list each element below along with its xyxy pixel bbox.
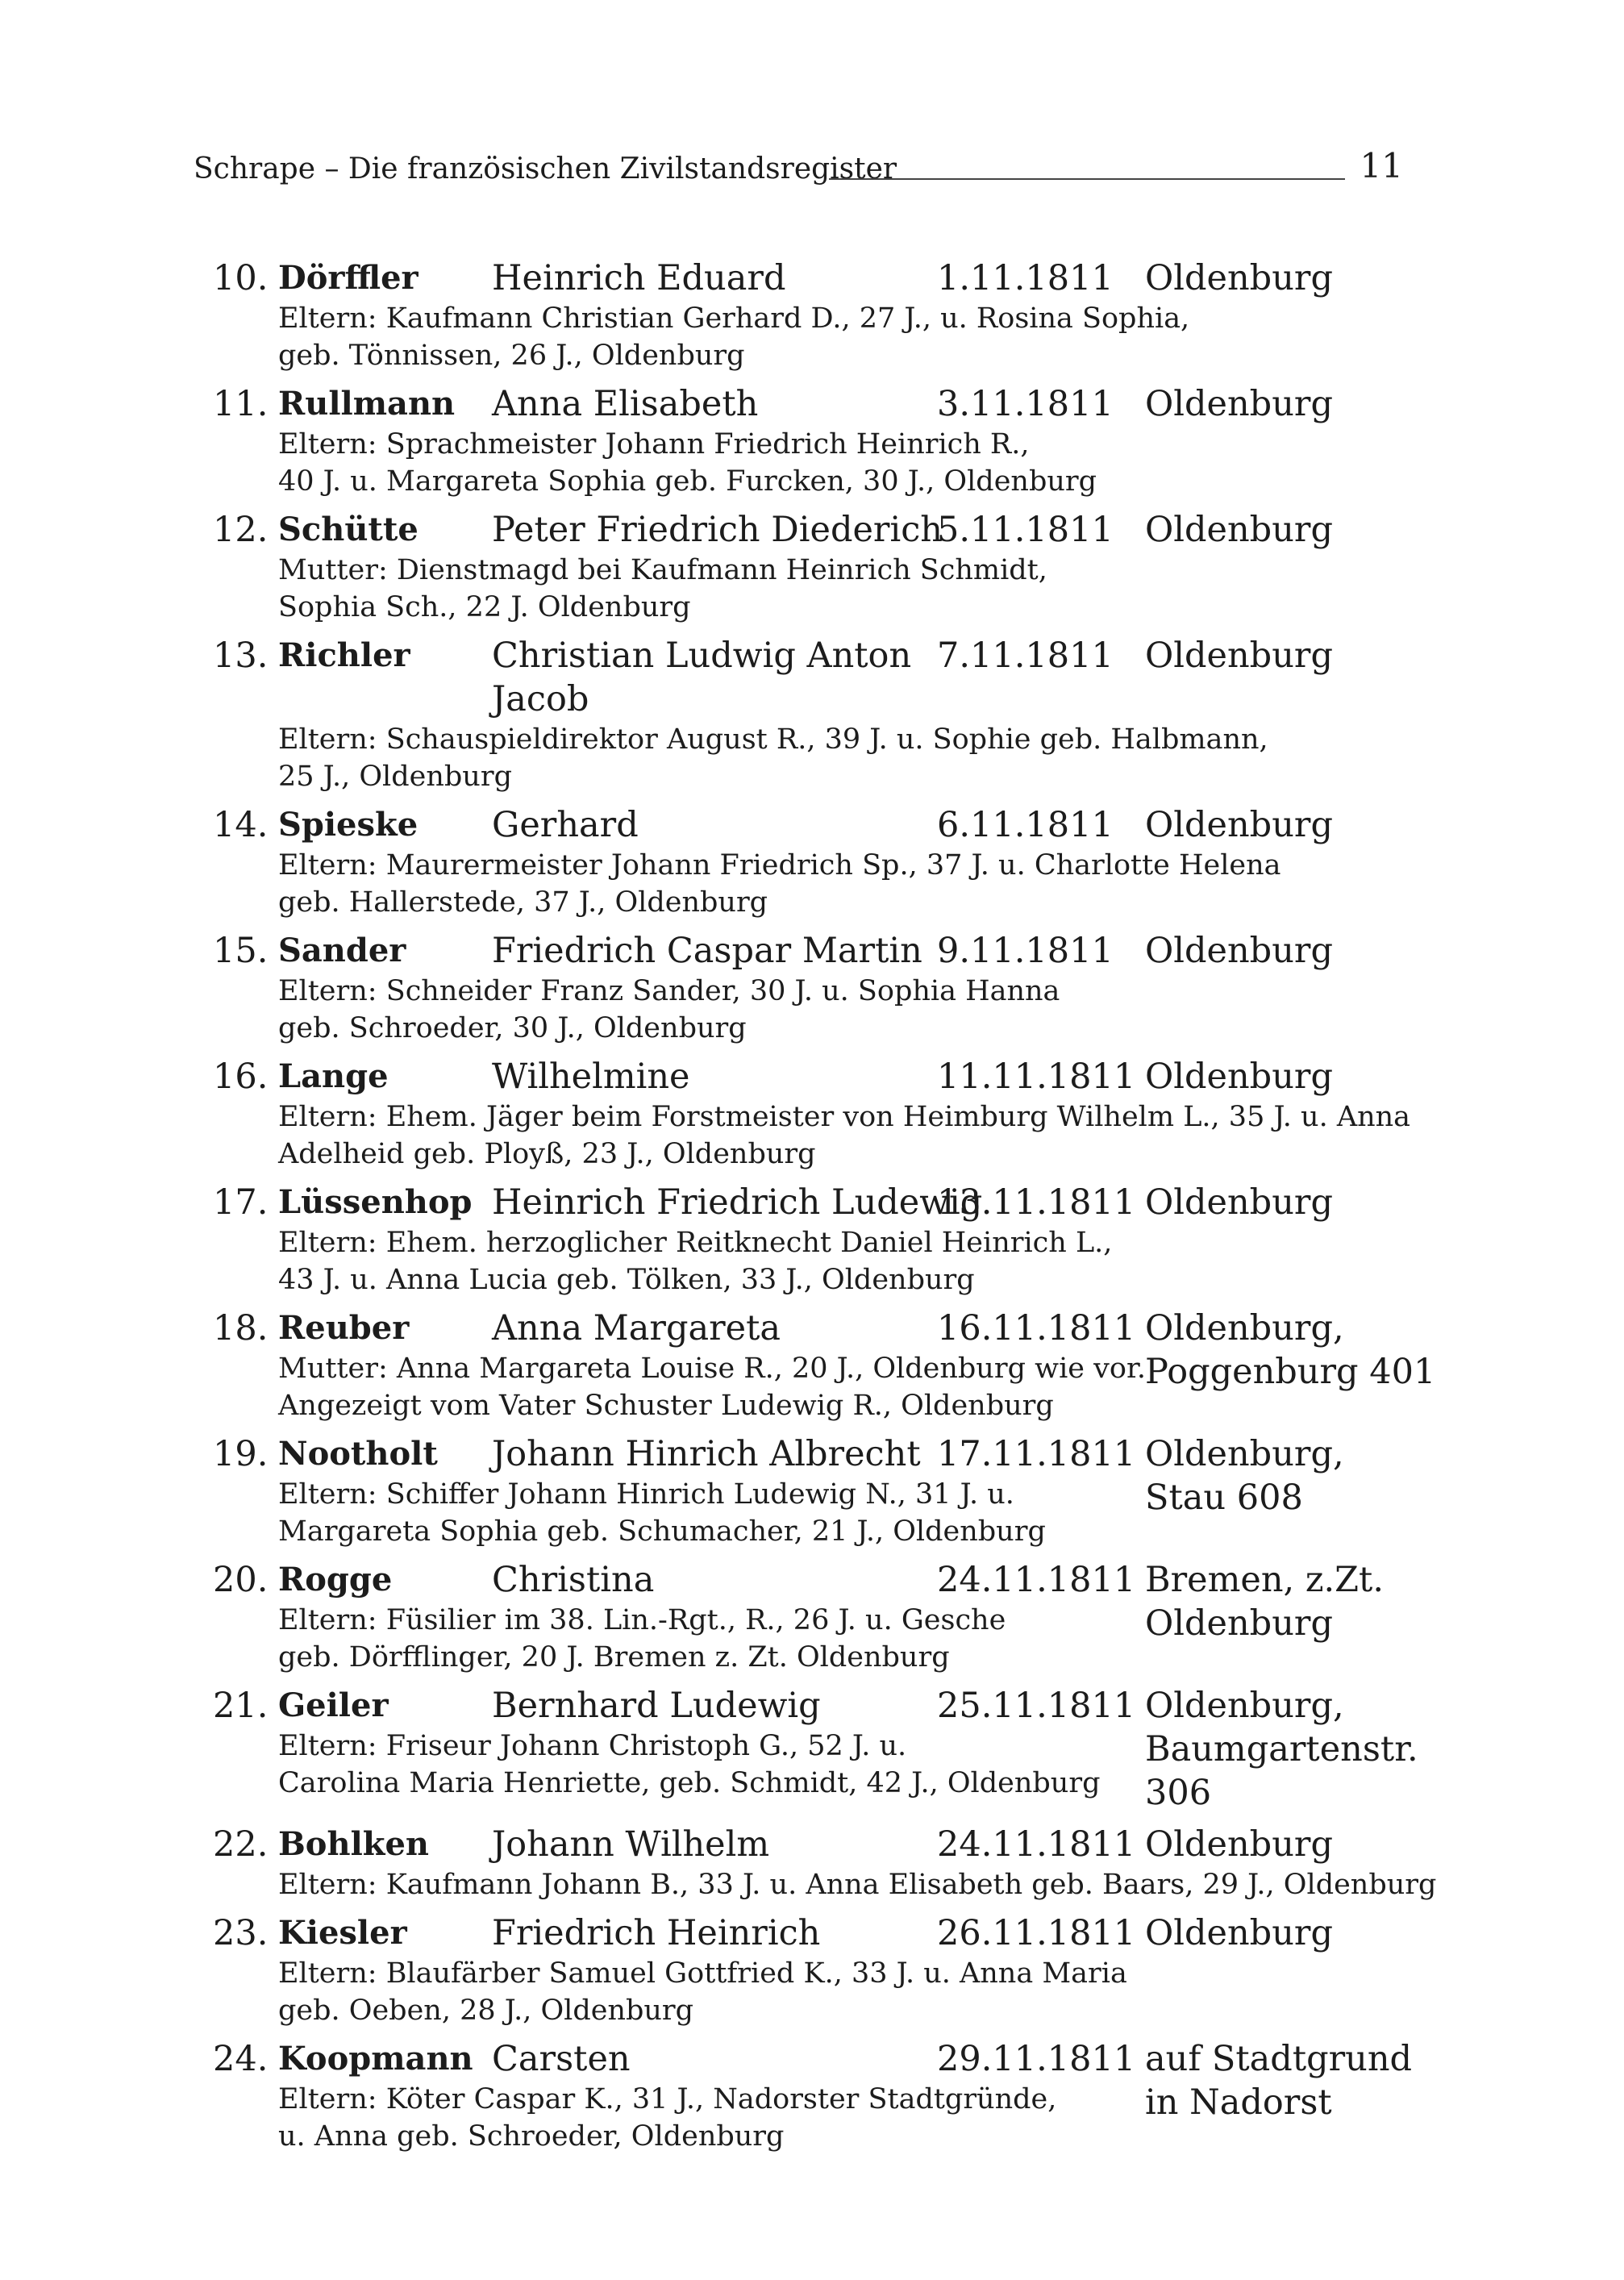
entry-surname: Kiesler	[278, 1914, 407, 1952]
running-title: Schrape – Die französischen Zivilstandsregister	[194, 152, 897, 185]
entry-place: Oldenburg,	[1145, 1686, 1344, 1726]
entry-detail-line: Eltern: Blaufärber Samuel Gottfried K., 33 J. u. Anna Maria	[278, 1957, 1127, 1990]
entry-detail-line: Eltern: Schauspieldirektor August R., 39 J. u. Sophie geb. Halbmann,	[278, 723, 1268, 756]
entry-surname: Rullmann	[278, 385, 456, 423]
entry-place: Bremen, z.Zt.	[1145, 1560, 1385, 1600]
entry-surname: Richler	[278, 636, 410, 674]
entry-surname: Lange	[278, 1057, 389, 1095]
entry-detail-line: Eltern: Sprachmeister Johann Friedrich Heinrich R.,	[278, 428, 1030, 461]
entry-detail-line: Eltern: Kaufmann Christian Gerhard D., 27 J., u. Rosina Sophia,	[278, 302, 1190, 335]
entry-number: 17.	[213, 1182, 269, 1223]
entry-detail-line: Eltern: Schiffer Johann Hinrich Ludewig N., 31 J. u.	[278, 1478, 1014, 1511]
entry-place: Oldenburg	[1145, 1913, 1333, 1953]
entry-place: Oldenburg	[1145, 931, 1333, 971]
entry-place: Oldenburg	[1145, 510, 1333, 550]
entry-place-continued: Baumgartenstr.	[1145, 1729, 1418, 1769]
entry-given-names: Friedrich Caspar Martin	[492, 931, 922, 971]
entry-detail-line: geb. Hallerstede, 37 J., Oldenburg	[278, 886, 768, 919]
entry-place: Oldenburg	[1145, 1182, 1333, 1223]
entry-number: 23.	[213, 1913, 269, 1953]
entry-detail-line: geb. Dörfflinger, 20 J. Bremen z. Zt. Oldenburg	[278, 1641, 950, 1674]
register-entry	[0, 1432, 1624, 1558]
entry-given-names: Anna Elisabeth	[492, 384, 759, 424]
entry-given-names-continued: Jacob	[492, 679, 589, 719]
entry-place: auf Stadtgrund	[1145, 2039, 1413, 2079]
entry-given-names: Peter Friedrich Diederich	[492, 510, 943, 550]
entry-detail-line: geb. Tönnissen, 26 J., Oldenburg	[278, 340, 745, 372]
entry-detail-line: geb. Oeben, 28 J., Oldenburg	[278, 1994, 694, 2027]
entry-surname: Koopmann	[278, 2040, 473, 2078]
entry-place: Oldenburg	[1145, 1824, 1333, 1865]
entry-number: 20.	[213, 1560, 269, 1600]
entry-date: 11.11.1811	[937, 1057, 1136, 1097]
entry-detail-line: Eltern: Maurermeister Johann Friedrich Sp., 37 J. u. Charlotte Helena	[278, 849, 1281, 882]
entry-main-line	[0, 1911, 1624, 1955]
entry-main-line	[0, 803, 1624, 847]
entry-main-line	[0, 1181, 1624, 1224]
register-entry	[0, 1911, 1624, 2037]
entry-number: 22.	[213, 1824, 269, 1865]
entry-date: 24.11.1811	[937, 1824, 1136, 1865]
entry-detail-line: Eltern: Ehem. Jäger beim Forstmeister von Heimburg Wilhelm L., 35 J. u. Anna	[278, 1101, 1411, 1133]
entry-number: 18.	[213, 1308, 269, 1348]
entry-given-names: Johann Hinrich Albrecht	[492, 1434, 921, 1474]
entry-surname: Sander	[278, 932, 406, 969]
entry-surname: Rogge	[278, 1561, 393, 1599]
entry-given-names: Gerhard	[492, 805, 639, 845]
entry-surname: Lüssenhop	[278, 1183, 473, 1221]
entry-given-names: Johann Wilhelm	[492, 1824, 770, 1865]
entry-main-line	[0, 256, 1624, 300]
entry-place-continued: 306	[1145, 1773, 1212, 1813]
entry-given-names: Wilhelmine	[492, 1057, 690, 1097]
entry-main-line	[0, 508, 1624, 552]
entry-detail-line: Eltern: Kaufmann Johann B., 33 J. u. Anna Elisabeth geb. Baars, 29 J., Oldenburg	[278, 1869, 1437, 1901]
entry-detail-line: u. Anna geb. Schroeder, Oldenburg	[278, 2120, 785, 2153]
entry-date: 26.11.1811	[937, 1913, 1136, 1953]
entry-detail-line: geb. Schroeder, 30 J., Oldenburg	[278, 1012, 747, 1044]
entry-detail-line: 43 J. u. Anna Lucia geb. Tölken, 33 J., Oldenburg	[278, 1264, 975, 1296]
entry-surname: Reuber	[278, 1309, 410, 1347]
entry-number: 13.	[213, 636, 269, 676]
register-entry	[0, 508, 1624, 634]
entry-number: 19.	[213, 1434, 269, 1474]
entry-place: Oldenburg	[1145, 636, 1333, 676]
entry-main-line	[0, 1055, 1624, 1098]
entry-main-line	[0, 634, 1624, 677]
entry-detail-line: Carolina Maria Henriette, geb. Schmidt, 42 J., Oldenburg	[278, 1767, 1101, 1799]
register-entry	[0, 2037, 1624, 2163]
running-header	[194, 146, 1403, 190]
entry-main-line	[0, 1307, 1624, 1350]
register-entries	[0, 256, 1624, 2163]
entry-date: 13.11.1811	[937, 1182, 1136, 1223]
entry-detail-line: Angezeigt vom Vater Schuster Ludewig R., Oldenburg	[278, 1390, 1054, 1422]
register-entry	[0, 1684, 1624, 1823]
entry-date: 24.11.1811	[937, 1560, 1136, 1600]
entry-date: 1.11.1811	[937, 258, 1114, 298]
entry-place: Oldenburg	[1145, 258, 1333, 298]
entry-number: 14.	[213, 805, 269, 845]
entry-detail-line: Sophia Sch., 22 J. Oldenburg	[278, 591, 691, 623]
entry-detail-line: 40 J. u. Margareta Sophia geb. Furcken, 30 J., Oldenburg	[278, 465, 1097, 498]
register-entry	[0, 634, 1624, 803]
entry-place-continued: Poggenburg 401	[1145, 1352, 1436, 1392]
page-number: 11	[1360, 146, 1403, 185]
entry-given-names: Anna Margareta	[492, 1308, 781, 1348]
entry-number: 21.	[213, 1686, 269, 1726]
register-entry	[0, 256, 1624, 382]
entry-main-line	[0, 1432, 1624, 1476]
entry-place: Oldenburg	[1145, 384, 1333, 424]
entry-date: 29.11.1811	[937, 2039, 1136, 2079]
entry-number: 12.	[213, 510, 269, 550]
entry-given-names: Carsten	[492, 2039, 631, 2079]
entry-given-names: Heinrich Friedrich Ludewig	[492, 1182, 983, 1223]
entry-given-names: Friedrich Heinrich	[492, 1913, 821, 1953]
register-entry	[0, 929, 1624, 1055]
entry-surname: Geiler	[278, 1686, 389, 1724]
entry-detail-line: 25 J., Oldenburg	[278, 761, 512, 793]
register-entry	[0, 1558, 1624, 1684]
entry-main-line	[0, 382, 1624, 426]
entry-place-continued: Oldenburg	[1145, 1603, 1333, 1644]
entry-surname: Nootholt	[278, 1435, 438, 1473]
entry-main-line	[0, 2037, 1624, 2081]
entry-date: 17.11.1811	[937, 1434, 1136, 1474]
entry-date: 16.11.1811	[937, 1308, 1136, 1348]
entry-place: Oldenburg,	[1145, 1434, 1344, 1474]
entry-detail-line: Margareta Sophia geb. Schumacher, 21 J., Oldenburg	[278, 1515, 1046, 1548]
entry-given-names: Christian Ludwig Anton	[492, 636, 912, 676]
entry-place-continued: Stau 608	[1145, 1478, 1303, 1518]
register-entry	[0, 803, 1624, 929]
entry-place: Oldenburg,	[1145, 1308, 1344, 1348]
entry-given-names: Heinrich Eduard	[492, 258, 786, 298]
entry-surname: Spieske	[278, 806, 418, 844]
entry-date: 9.11.1811	[937, 931, 1114, 971]
entry-given-names: Bernhard Ludewig	[492, 1686, 821, 1726]
register-entry	[0, 382, 1624, 508]
entry-date: 7.11.1811	[937, 636, 1114, 676]
entry-given-names: Christina	[492, 1560, 655, 1600]
entry-number: 16.	[213, 1057, 269, 1097]
entry-main-line	[0, 1823, 1624, 1866]
entry-detail-line: Adelheid geb. Ployß, 23 J., Oldenburg	[278, 1138, 816, 1170]
entry-number: 24.	[213, 2039, 269, 2079]
entry-number: 11.	[213, 384, 269, 424]
entry-main-line	[0, 1558, 1624, 1602]
entry-place-continued: in Nadorst	[1145, 2082, 1332, 2123]
entry-main-line	[0, 1684, 1624, 1728]
register-entry	[0, 1055, 1624, 1181]
entry-detail-line: Mutter: Dienstmagd bei Kaufmann Heinrich Schmidt,	[278, 554, 1047, 586]
entry-surname: Schütte	[278, 511, 418, 548]
entry-date: 3.11.1811	[937, 384, 1114, 424]
entry-detail-line: Mutter: Anna Margareta Louise R., 20 J., Oldenburg wie vor.	[278, 1353, 1146, 1385]
entry-detail-line: Eltern: Schneider Franz Sander, 30 J. u. Sophia Hanna	[278, 975, 1060, 1007]
register-entry	[0, 1307, 1624, 1432]
entry-detail-line: Eltern: Ehem. herzoglicher Reitknecht Daniel Heinrich L.,	[278, 1227, 1113, 1259]
entry-main-line	[0, 929, 1624, 973]
entry-detail-line: Eltern: Friseur Johann Christoph G., 52 J. u.	[278, 1730, 907, 1762]
entry-surname: Bohlken	[278, 1825, 430, 1863]
entry-detail-line: Eltern: Köter Caspar K., 31 J., Nadorster Stadtgründe,	[278, 2083, 1057, 2115]
entry-date: 25.11.1811	[937, 1686, 1136, 1726]
entry-detail-line: Eltern: Füsilier im 38. Lin.-Rgt., R., 26 J. u. Gesche	[278, 1604, 1006, 1636]
entry-number: 10.	[213, 258, 269, 298]
entry-date: 6.11.1811	[937, 805, 1114, 845]
entry-surname: Dörffler	[278, 259, 418, 297]
entry-number: 15.	[213, 931, 269, 971]
entry-date: 5.11.1811	[937, 510, 1114, 550]
register-entry	[0, 1823, 1624, 1911]
register-entry	[0, 1181, 1624, 1307]
entry-place: Oldenburg	[1145, 805, 1333, 845]
header-rule	[829, 178, 1345, 180]
entry-place: Oldenburg	[1145, 1057, 1333, 1097]
